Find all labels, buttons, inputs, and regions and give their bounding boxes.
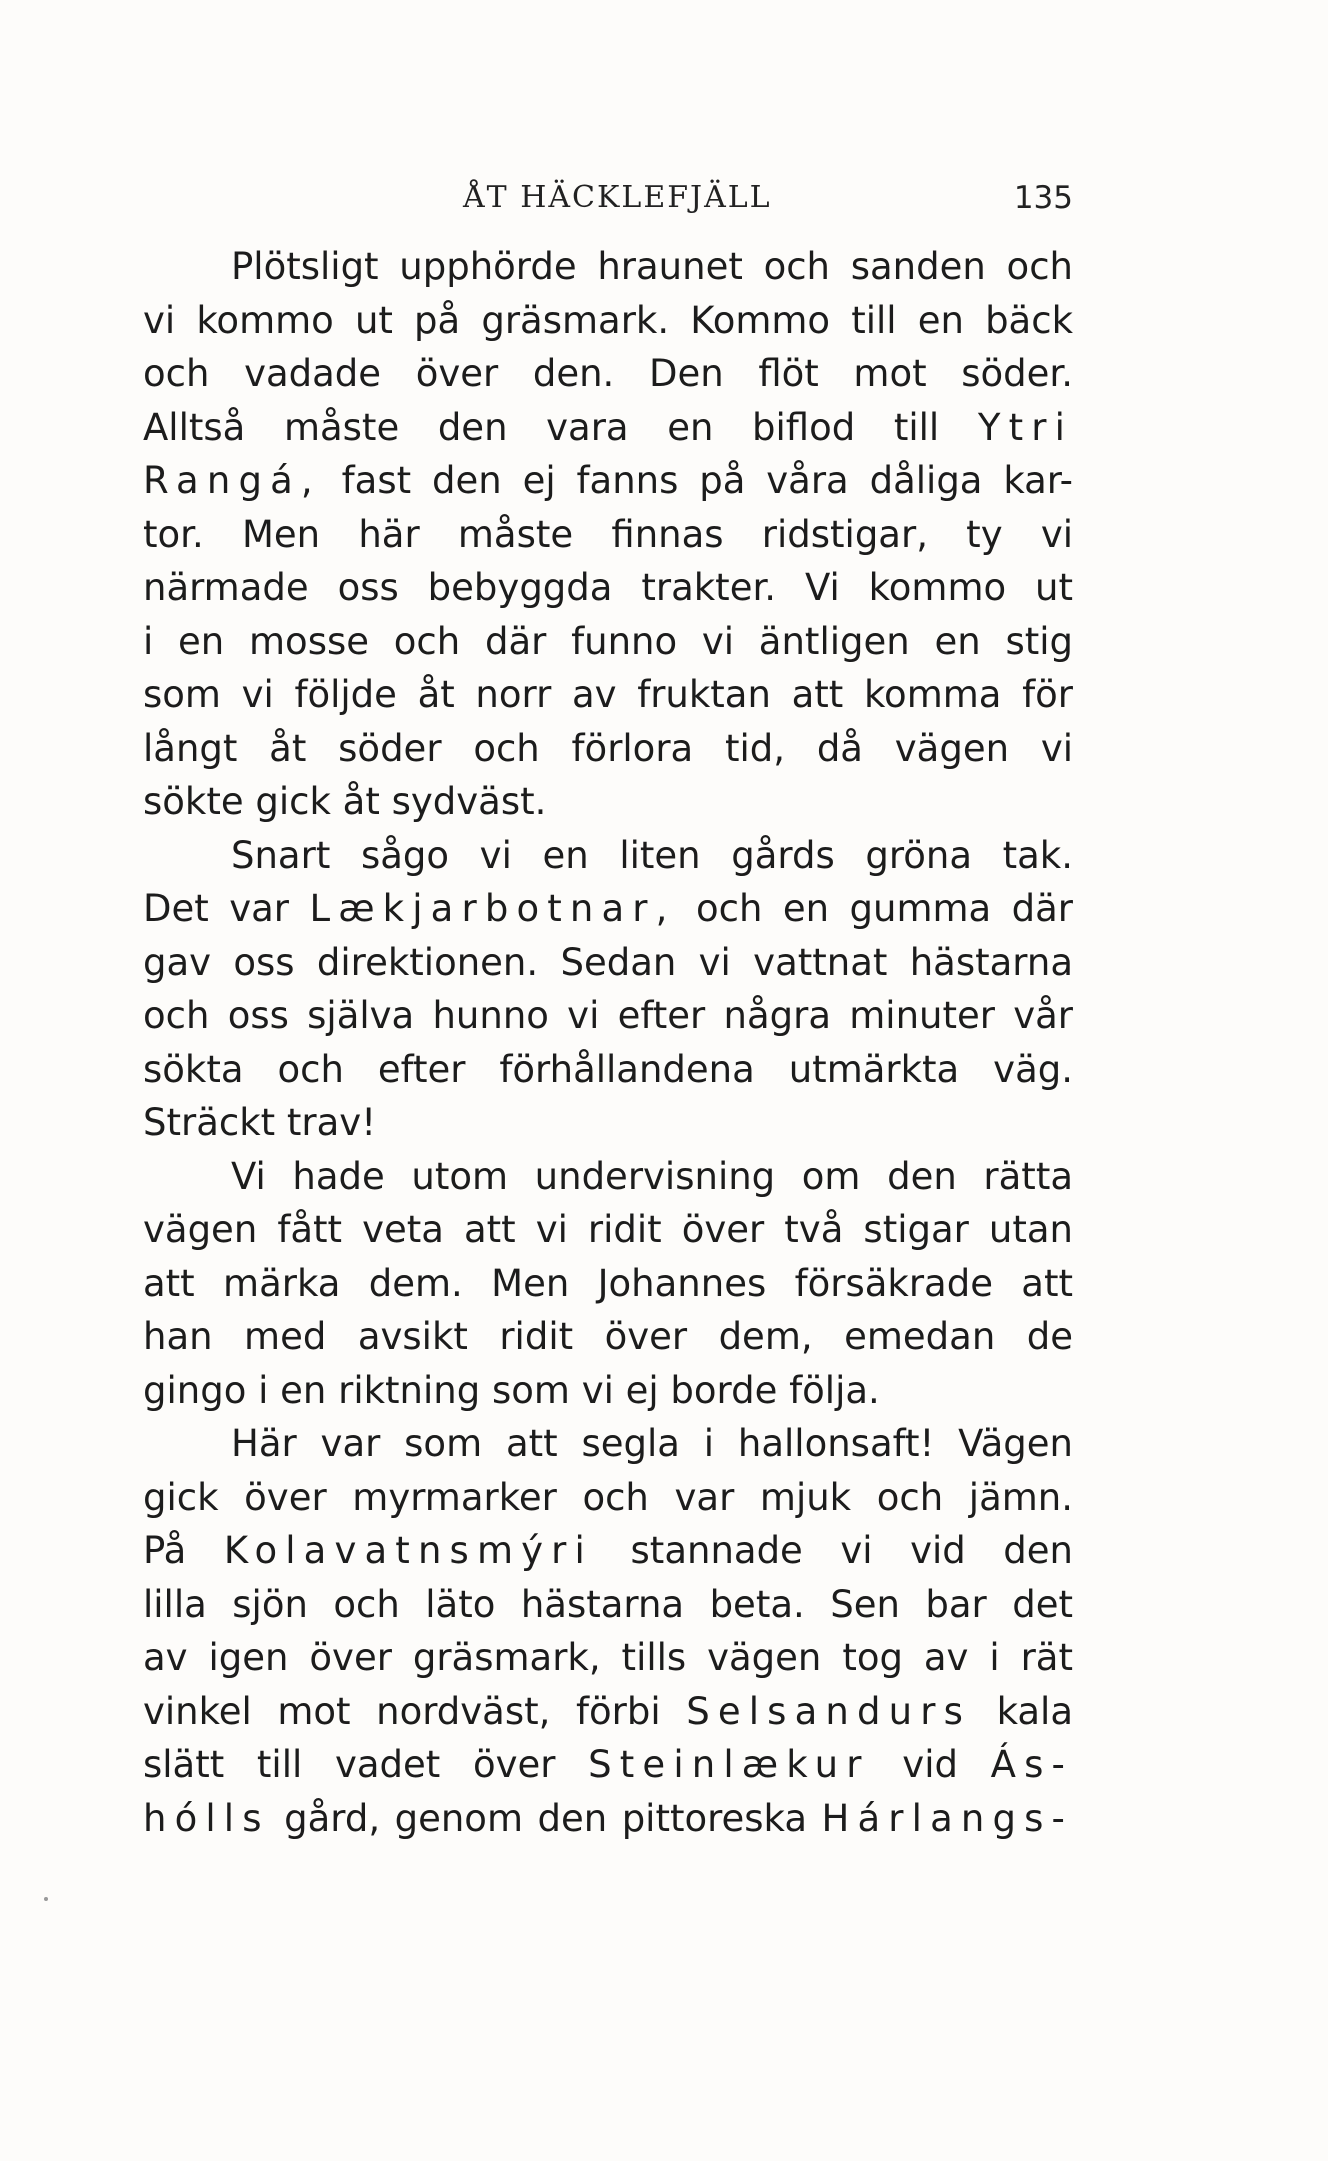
- text-line: gav oss direktionen. Sedan vi vattnat hästarna: [143, 940, 1073, 984]
- page-header: [143, 180, 1073, 224]
- text-line: långt åt söder och förlora tid, då vägen vi: [143, 726, 1073, 770]
- text-line: Vi hade utom undervisning om den rätta: [231, 1154, 1073, 1198]
- running-title: ÅT HÄCKLEFJÄLL: [463, 180, 772, 215]
- text-line: han med avsikt ridit över dem, emedan de: [143, 1315, 1073, 1358]
- text-line: gingo i en riktning som vi ej borde följa.: [143, 1368, 880, 1412]
- text-line: sökte gick åt sydväst.: [143, 780, 547, 823]
- text-line: [143, 1792, 1073, 1846]
- text-line: lilla sjön och läto hästarna beta. Sen bar det: [143, 1582, 1073, 1626]
- text-line: vi kommo ut på gräsmark. Kommo till en bäck: [143, 298, 1073, 342]
- text-line: i en mosse och där funno vi äntligen en stig: [143, 619, 1073, 663]
- text-line: som vi följde åt norr av fruktan att komma för: [143, 673, 1073, 716]
- text-line: Här var som att segla i hallonsaft! Vägen: [231, 1422, 1073, 1465]
- text-segment: gård, genom den pittoreska: [284, 1796, 808, 1840]
- place-name: Steinlækur: [588, 1743, 870, 1786]
- text-line: och vadade över den. Den flöt mot söder.: [143, 352, 1073, 395]
- text-segment: fast den ej fanns på våra dåliga kar-: [341, 459, 1073, 502]
- text-segment: vinkel mot nordväst, förbi: [143, 1689, 661, 1733]
- place-name: Rangá,: [143, 459, 321, 502]
- text-line: tor. Men här måste finnas ridstigar, ty vi: [143, 512, 1073, 556]
- text-line: [143, 401, 1073, 455]
- text-line: Snart sågo vi en liten gårds gröna tak.: [231, 833, 1073, 877]
- text-line: [143, 1738, 1073, 1792]
- text-segment: stannade vi vid den: [630, 1529, 1073, 1572]
- text-line: och oss själva hunno vi efter några minuter vår: [143, 994, 1073, 1037]
- text-line: [143, 1685, 1073, 1739]
- text-segment: vid: [902, 1743, 958, 1786]
- text-segment: Det var: [143, 887, 289, 930]
- text-line: sökta och efter förhållandena utmärkta väg.: [143, 1047, 1073, 1091]
- place-name: Hárlangs-: [821, 1796, 1073, 1840]
- text-line: Sträckt trav!: [143, 1101, 377, 1144]
- text-line: närmade oss bebyggda trakter. Vi kommo ut: [143, 566, 1073, 609]
- place-name: Selsandurs: [686, 1689, 971, 1733]
- text-line: [143, 454, 1073, 508]
- place-name: Lækjarbotnar,: [309, 887, 676, 930]
- paper-speck: [44, 1897, 48, 1901]
- place-name: Ás-: [990, 1743, 1073, 1786]
- body-text: [143, 240, 1073, 1845]
- text-line: att märka dem. Men Johannes försäkrade att: [143, 1261, 1073, 1305]
- text-line: [143, 882, 1073, 936]
- place-name: Ytri: [977, 405, 1073, 449]
- page-number: 135: [1013, 180, 1073, 216]
- text-segment: och en gumma där: [695, 887, 1073, 930]
- text-segment: På: [143, 1529, 187, 1572]
- text-line: gick över myrmarker och var mjuk och jämn.: [143, 1475, 1073, 1519]
- text-segment: kala: [996, 1689, 1073, 1733]
- text-line: [143, 1524, 1073, 1578]
- text-segment: slätt till vadet över: [143, 1743, 556, 1786]
- text-segment: Alltså måste den vara en biflod till: [143, 405, 940, 449]
- place-name: hólls: [143, 1796, 270, 1840]
- text-line: av igen över gräsmark, tills vägen tog av i rät: [143, 1636, 1073, 1679]
- place-name: Kolavatnsmýri: [223, 1529, 593, 1572]
- text-line: Plötsligt upphörde hraunet och sanden och: [231, 245, 1073, 288]
- text-line: vägen fått veta att vi ridit över två stigar utan: [143, 1208, 1073, 1251]
